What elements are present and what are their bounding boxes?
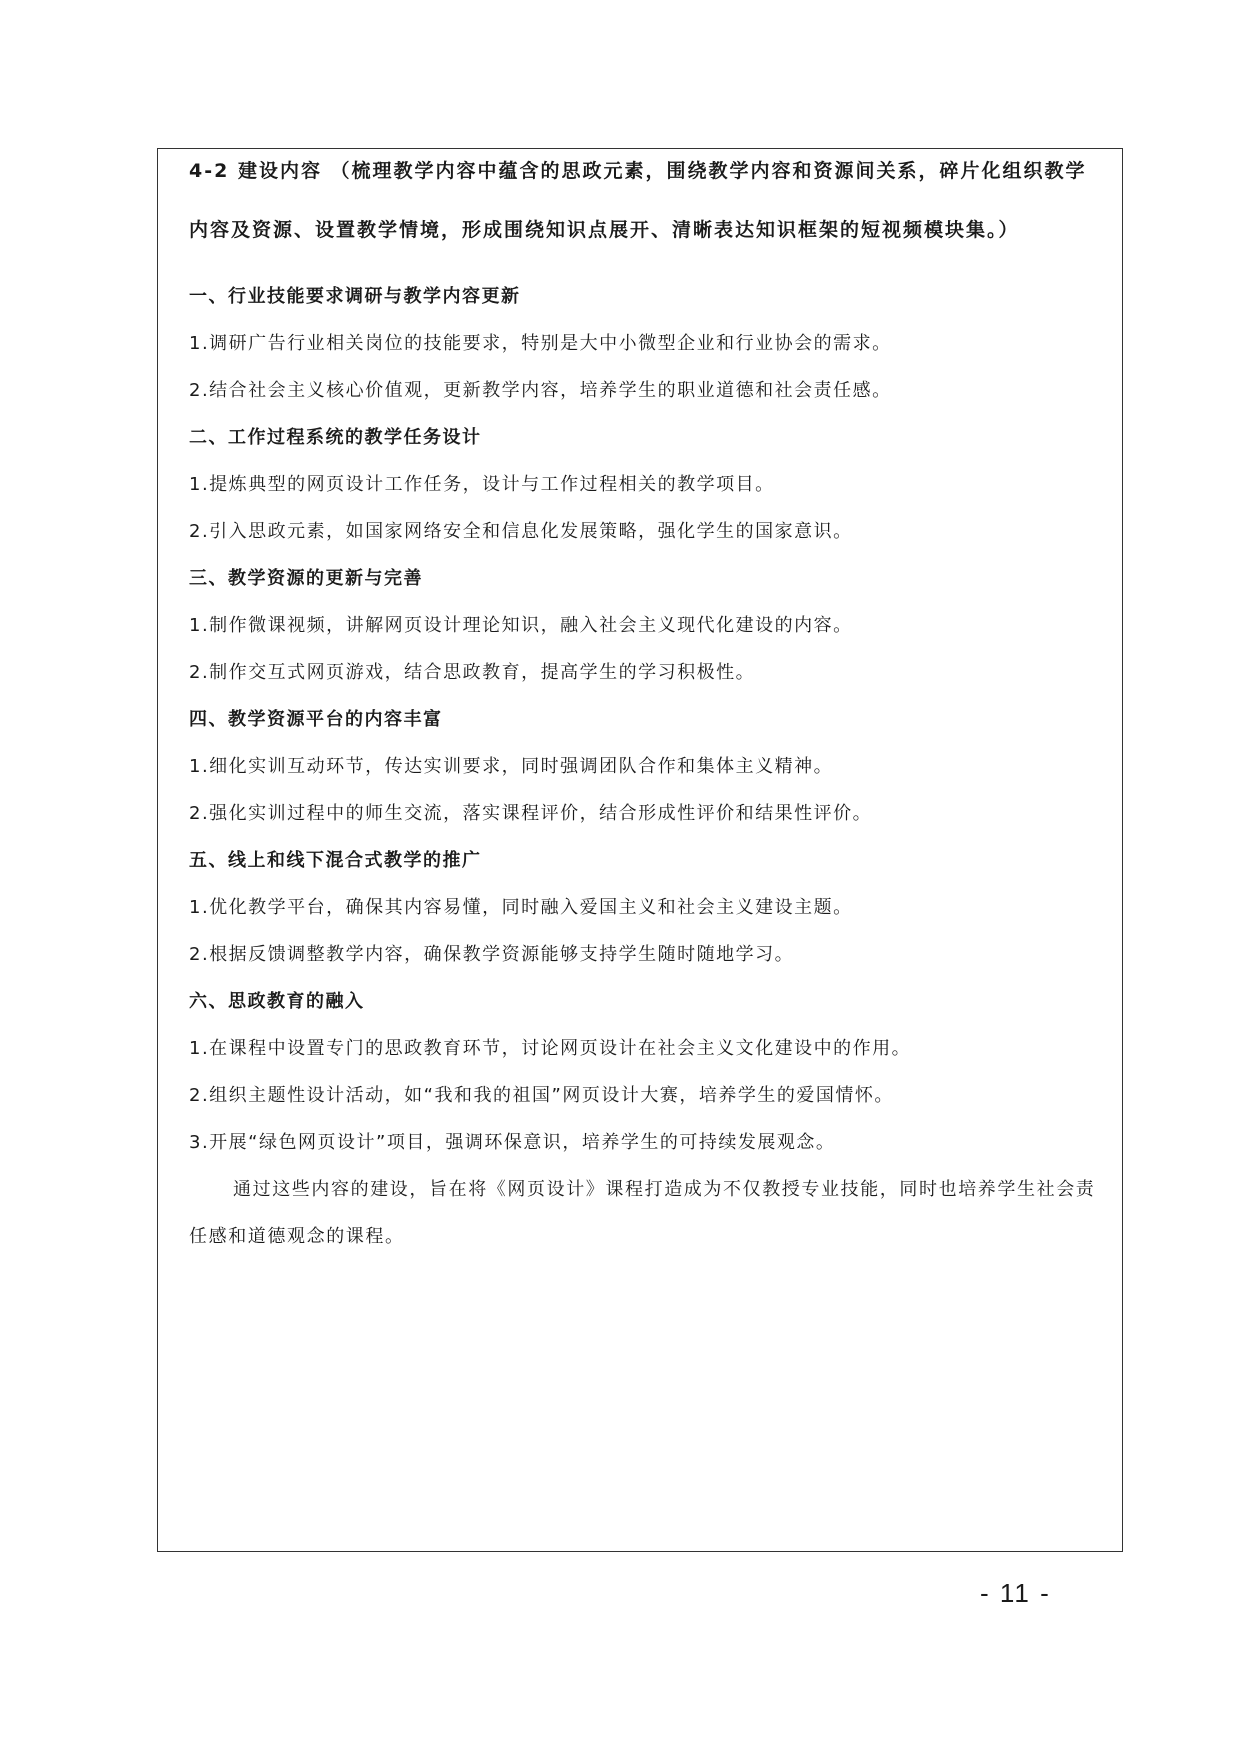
list-item: 2.制作交互式网页游戏，结合思政教育，提高学生的学习积极性。 <box>189 661 756 683</box>
list-item: 2.组织主题性设计活动，如“我和我的祖国”网页设计大赛，培养学生的爱国情怀。 <box>189 1084 894 1106</box>
section-title: 二、工作过程系统的教学任务设计 <box>189 426 482 448</box>
list-item: 1.调研广告行业相关岗位的技能要求，特别是大中小微型企业和行业协会的需求。 <box>189 332 892 354</box>
section-title: 三、教学资源的更新与完善 <box>189 567 423 589</box>
list-item: 2.结合社会主义核心价值观，更新教学内容，培养学生的职业道德和社会责任感。 <box>189 379 892 401</box>
list-item: 2.引入思政元素，如国家网络安全和信息化发展策略，强化学生的国家意识。 <box>189 520 853 542</box>
section-heading <box>189 156 1107 245</box>
section-title: 一、行业技能要求调研与教学内容更新 <box>189 285 521 307</box>
list-item: 2.根据反馈调整教学内容，确保教学资源能够支持学生随时随地学习。 <box>189 943 795 965</box>
section-title: 五、线上和线下混合式教学的推广 <box>189 849 482 871</box>
section-title: 六、思政教育的融入 <box>189 990 365 1012</box>
list-item: 1.提炼典型的网页设计工作任务，设计与工作过程相关的教学项目。 <box>189 473 775 495</box>
list-item: 1.制作微课视频，讲解网页设计理论知识，融入社会主义现代化建设的内容。 <box>189 614 853 636</box>
page-number: - 11 - <box>980 1578 1051 1608</box>
content-area <box>189 148 1107 1260</box>
section-title: 四、教学资源平台的内容丰富 <box>189 708 443 730</box>
heading-line-1: 4-2 建设内容 （梳理教学内容中蕴含的思政元素，围绕教学内容和资源间关系，碎片化组织教学 <box>189 160 1087 182</box>
heading-line-2: 内容及资源、设置教学情境，形成围绕知识点展开、清晰表达知识框架的短视频模块集。） <box>189 219 1020 241</box>
list-item: 1.细化实训互动环节，传达实训要求，同时强调团队合作和集体主义精神。 <box>189 755 834 777</box>
list-item: 1.在课程中设置专门的思政教育环节，讨论网页设计在社会主义文化建设中的作用。 <box>189 1037 912 1059</box>
list-item: 3.开展“绿色网页设计”项目，强调环保意识，培养学生的可持续发展观念。 <box>189 1131 836 1153</box>
list-item: 2.强化实训过程中的师生交流，落实课程评价，结合形成性评价和结果性评价。 <box>189 802 873 824</box>
list-item: 1.优化教学平台，确保其内容易懂，同时融入爱国主义和社会主义建设主题。 <box>189 896 853 918</box>
conclusion-paragraph: 通过这些内容的建设，旨在将《网页设计》课程打造成为不仅教授专业技能，同时也培养学生社会责任感和道德观念的课程。 <box>189 1179 1096 1247</box>
